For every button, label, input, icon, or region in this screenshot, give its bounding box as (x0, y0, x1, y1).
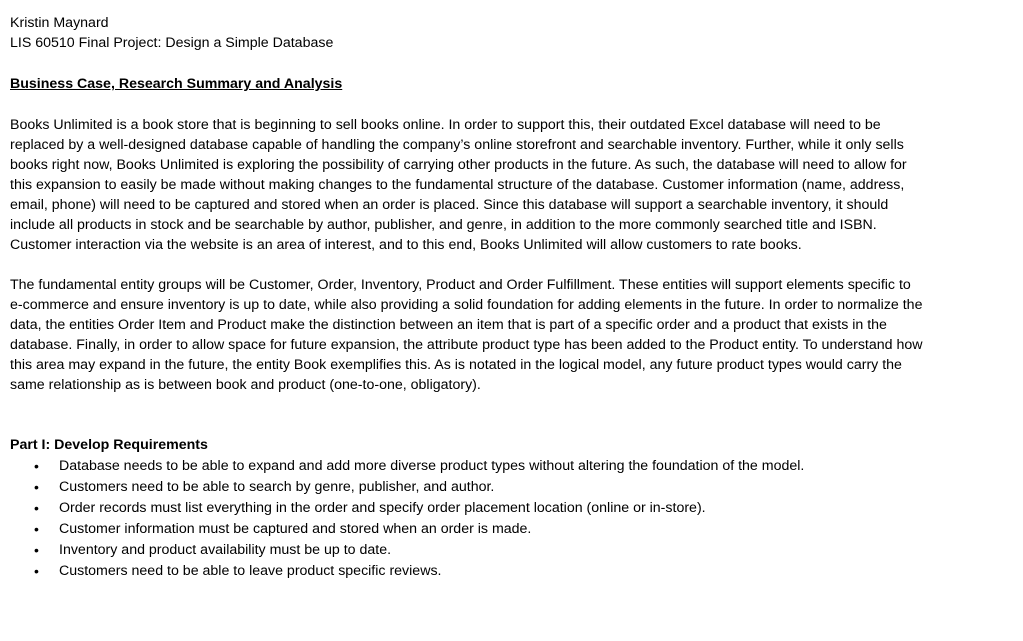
list-item (10, 519, 804, 540)
bullet-icon: • (34, 563, 39, 579)
paragraph-line: replaced by a well-designed database capable of handling the company’s online storefront and searchable inventory. Further, while it only sells (10, 137, 904, 153)
business-case-paragraph (10, 115, 1010, 255)
paragraph-line: same relationship as is between book and product (one-to-one, obligatory). (10, 377, 481, 393)
requirement-text: Inventory and product availability must be up to date. (59, 542, 392, 558)
paragraph-line: email, phone) will need to be captured and stored when an order is placed. Since this database will support a searchable inventory, it should (10, 197, 889, 213)
paragraph-line: database. Finally, in order to allow space for future expansion, the attribute product type has been added to the Product entity. To understand how (10, 337, 923, 353)
list-item (10, 456, 804, 477)
paragraph-line: data, the entities Order Item and Product make the distinction between an item that is part of a specific order and a product that exists in the (10, 317, 887, 333)
paragraph-line: The fundamental entity groups will be Customer, Order, Inventory, Product and Order Fulfillment. These entities will support elements specific to (10, 277, 911, 293)
list-item (10, 498, 804, 519)
paragraph-line: Books Unlimited is a book store that is beginning to sell books online. In order to support this, their outdated Excel database will need to be (10, 117, 881, 133)
requirements-list (10, 456, 804, 582)
paragraph-line: books right now, Books Unlimited is exploring the possibility of carrying other products in the future. As such, the database will need to allow for (10, 157, 907, 173)
document-header (10, 13, 333, 53)
requirement-text: Customers need to be able to search by genre, publisher, and author. (59, 479, 495, 495)
requirement-text: Database needs to be able to expand and add more diverse product types without altering the foundation of the model. (59, 458, 805, 474)
paragraph-line: Customer interaction via the website is an area of interest, and to this end, Books Unlimited will allow customers to rate books. (10, 237, 802, 253)
paragraph-line: e-commerce and ensure inventory is up to date, while also providing a solid foundation for adding elements in the future. In order to normalize the (10, 297, 923, 313)
list-item (10, 540, 804, 561)
list-item (10, 477, 804, 498)
paragraph-line: this expansion to easily be made without making changes to the fundamental structure of the database. Customer information (name, address, (10, 177, 905, 193)
part-one-heading: Part I: Develop Requirements (10, 437, 208, 453)
paragraph-line: include all products in stock and be searchable by author, publisher, and genre, in addition to the more commonly searched title and ISBN. (10, 217, 877, 233)
paragraph-line: this area may expand in the future, the entity Book exemplifies this. As is notated in the logical model, any future product types would carry the (10, 357, 902, 373)
bullet-icon: • (34, 542, 39, 558)
section-heading: Business Case, Research Summary and Analysis (10, 76, 343, 92)
list-item (10, 561, 804, 582)
requirement-text: Customers need to be able to leave product specific reviews. (59, 563, 442, 579)
bullet-icon: • (34, 500, 39, 516)
course-title: LIS 60510 Final Project: Design a Simple Database (10, 35, 334, 51)
bullet-icon: • (34, 458, 39, 474)
requirement-text: Customer information must be captured and stored when an order is made. (59, 521, 532, 537)
bullet-icon: • (34, 479, 39, 495)
requirement-text: Order records must list everything in the order and specify order placement location (online or in-store). (59, 500, 706, 516)
bullet-icon: • (34, 521, 39, 537)
author-name: Kristin Maynard (10, 15, 109, 31)
entity-groups-paragraph (10, 275, 1010, 395)
